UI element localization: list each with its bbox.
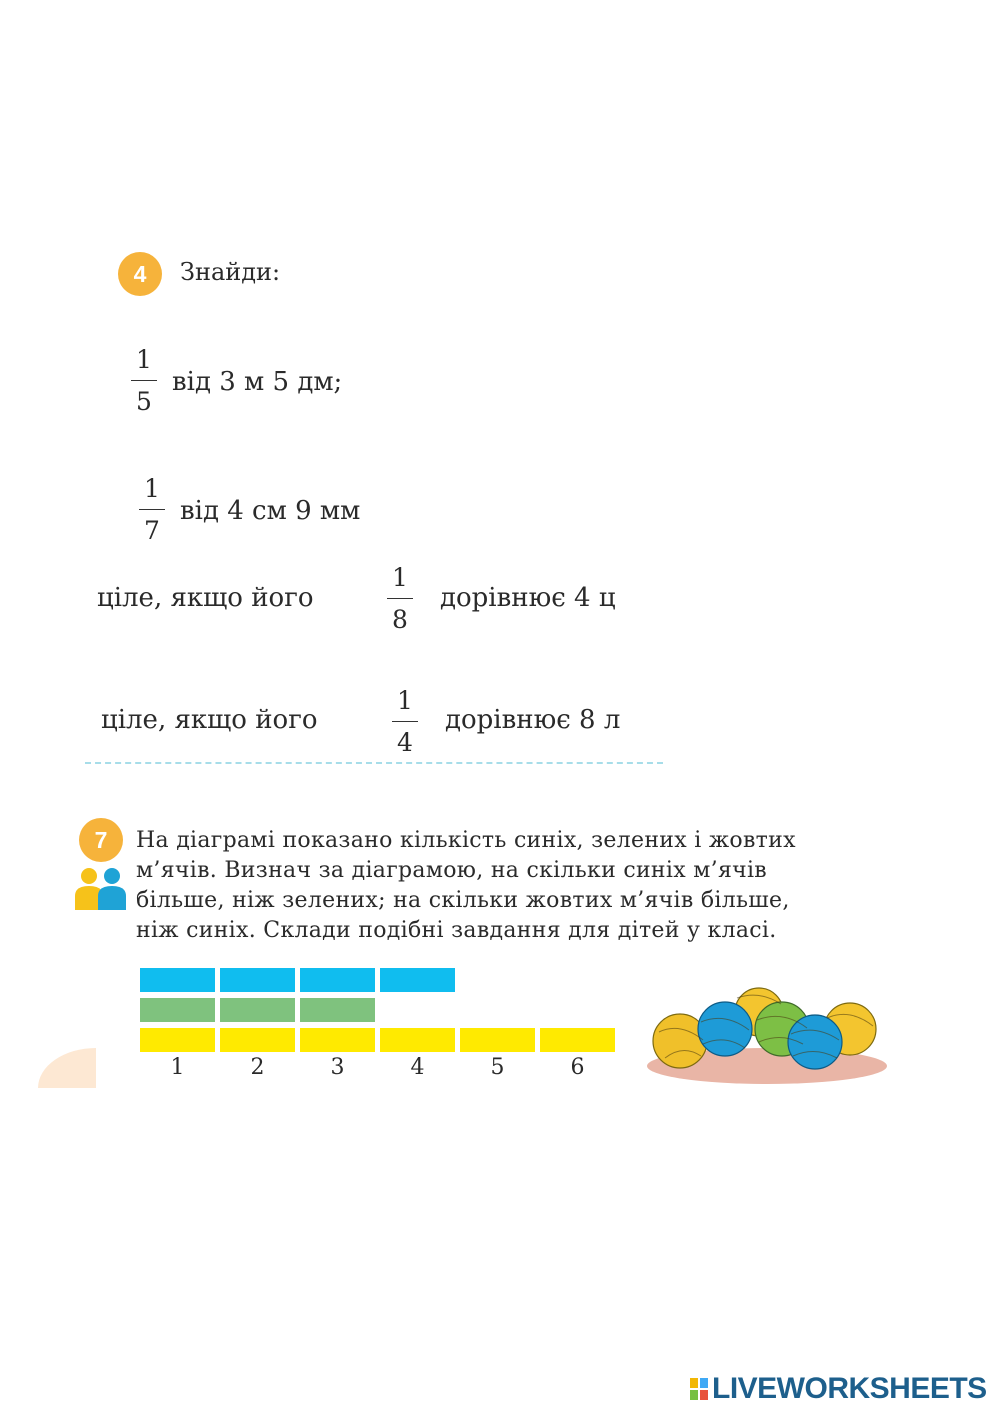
dashed-separator [85, 762, 663, 764]
bar-segment-3-6 [540, 1028, 615, 1052]
fraction-1-7: 1 7 [139, 476, 165, 543]
bar-segment-2-1 [140, 998, 215, 1022]
x-tick-label: 1 [170, 1055, 185, 1080]
task-7-number-badge [79, 818, 123, 862]
task-7-text [136, 826, 856, 946]
bar-segment-1-4 [380, 968, 455, 992]
pair-work-icon [75, 866, 129, 910]
bar-segment-3-2 [220, 1028, 295, 1052]
task-4-item-4-prefix: ціле, якщо його [101, 705, 318, 735]
x-tick-label: 6 [570, 1055, 585, 1080]
x-tick-label: 5 [490, 1055, 505, 1080]
logo-mark-icon [690, 1378, 708, 1400]
bar-segment-1-2 [220, 968, 295, 992]
bar-segment-2-3 [300, 998, 375, 1022]
bar-segment-2-2 [220, 998, 295, 1022]
task-4-item-3-prefix: ціле, якщо його [97, 583, 314, 613]
task-4-item-1-text: від 3 м 5 дм; [172, 367, 343, 397]
x-tick-label: 3 [330, 1055, 345, 1080]
bar-segment-3-1 [140, 1028, 215, 1052]
x-tick-label: 4 [410, 1055, 425, 1080]
task-4-number: 4 [133, 260, 147, 287]
fraction-1-4: 1 4 [392, 688, 418, 755]
x-tick-label: 2 [250, 1055, 265, 1080]
bar-segment-3-3 [300, 1028, 375, 1052]
bar-segment-1-1 [140, 968, 215, 992]
task-7-number: 7 [94, 826, 108, 853]
task-7-line-4: ніж синіх. Склади подібні завдання для дітей у класі. [136, 918, 777, 943]
task-4-item-4-suffix: дорівнює 8 л [445, 705, 621, 735]
logo-text: LIVEWORKSHEETS [712, 1372, 987, 1405]
task-7-line-2: м’ячів. Визнач за діаграмою, на скільки синіх м’ячів [136, 858, 767, 883]
task-7-line-3: більше, ніж зелених; на скільки жовтих м’ячів більше, [136, 888, 790, 913]
task-7-line-1: На діаграмі показано кількість синіх, зелених і жовтих [136, 828, 796, 853]
bar-segment-3-5 [460, 1028, 535, 1052]
task-4-title: Знайди: [180, 258, 281, 286]
liveworksheets-logo [690, 1372, 987, 1406]
task-4-item-3-suffix: дорівнює 4 ц [440, 583, 616, 613]
corner-decoration [38, 1048, 96, 1088]
task-4-number-badge [118, 252, 162, 296]
bar-segment-1-3 [300, 968, 375, 992]
bar-segment-3-4 [380, 1028, 455, 1052]
balls-illustration [645, 982, 890, 1087]
fraction-1-5: 1 5 [131, 347, 157, 414]
task-4-item-2-text: від 4 см 9 мм [180, 496, 361, 526]
fraction-1-8: 1 8 [387, 565, 413, 632]
